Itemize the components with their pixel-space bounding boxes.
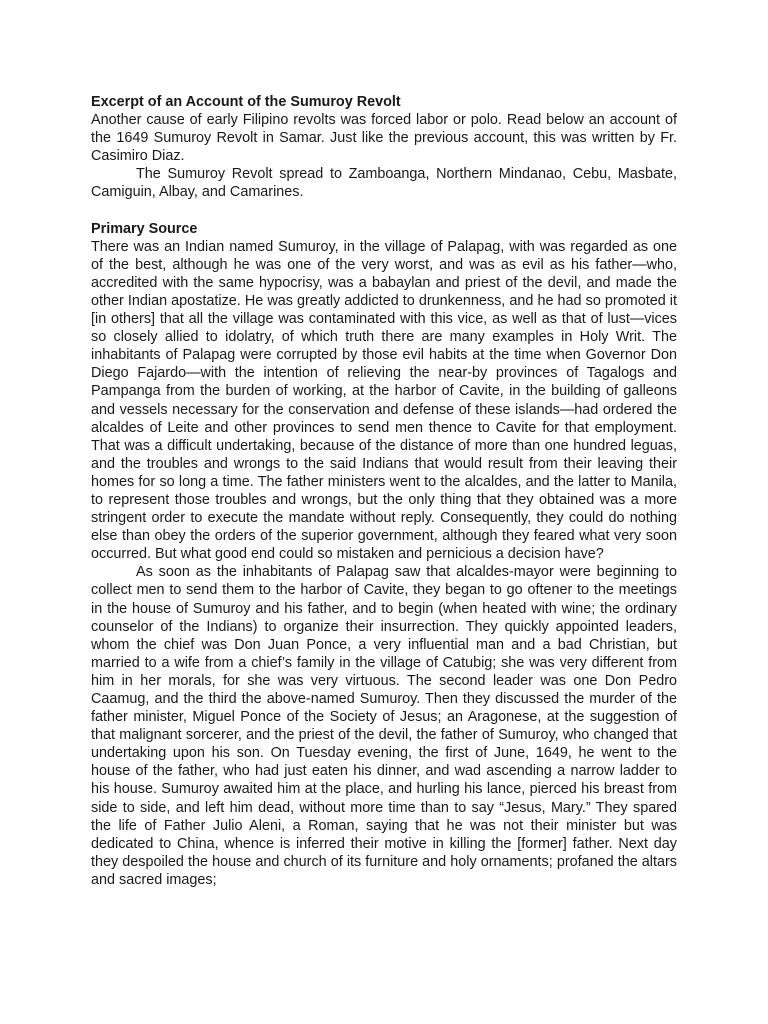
section-heading-primary-source: Primary Source xyxy=(91,220,198,237)
primary-source-paragraph-2: As soon as the inhabitants of Palapag saw that alcaldes-mayor were beginning to collect men to send them to the harbor of Cavite, they began to go oftener to the meetings in the house of Sumuroy and his father, and to begin (when heated with wine; the ordinary counselor of the Indians) to organize their insurrection. They quickly appointed leaders, whom the chief was Don Juan Ponce, a very influential man and a bad Christian, but married to a wife from a chief’s family in the village of Catubig; she was very different from him in her morals, for she was very virtuous. The second leader was one Don Pedro Caamug, and the third the above-named Sumuroy. Then they discussed the murder of the father minister, Miguel Ponce of the Society of Jesus; an Aragonese, at the suggestion of that malignant sorcerer, and the priest of the devil, the father of Sumuroy, who changed that undertaking upon his son. On Tuesday evening, the first of June, 1649, he went to the house of the father, who had just eaten his dinner, and wad ascending a narrow ladder to his house. Sumuroy awaited him at the place, and hurling his lance, pierced his breast from side to side, and left him dead, without more time than to say “Jesus, Mary.” They spared the life of Father Julio Aleni, a Roman, saying that he was not their minister but was dedicated to China, whence is inferred their motive in killing the [former] father. Next day they despoiled the house and church of its furniture and holy ornaments; profaned the altars and sacred images; xyxy=(91,564,677,888)
intro-paragraph: Another cause of early Filipino revolts was forced labor or polo. Read below an account of the 1649 Sumuroy Revolt in Samar. Just like the previous account, this was written by Fr. Casimiro Diaz. xyxy=(91,112,677,165)
section-heading-sumuroy-revolt: Excerpt of an Account of the Sumuroy Revolt xyxy=(91,94,401,110)
primary-source-paragraph-1: There was an Indian named Sumuroy, in the village of Palapag, with was regarded as one of the best, although he was one of the very worst, and was as evil as his father—who, accredited with the same hypocrisy, was a babaylan and priest of the devil, and made the other Indian apostatize. He was greatly addicted to drunkenness, and he had so promoted it [in others] that all the village was contaminated with this vice, as well as that of lust—vices so closely allied to idolatry, of which truth there are many examples in Holy Writ. The inhabitants of Palapag were corrupted by those evil habits at the time when Governor Don Diego Fajardo—with the intention of relieving the near-by provinces of Tagalogs and Pampanga from the burden of working, at the harbor of Cavite, in the building of galleons and vessels necessary for the conservation and defense of these islands—had ordered the alcaldes of Leite and other provinces to send men thence to Cavite for that employment. That was a difficult undertaking, because of the distance of more than one hundred leguas, and the troubles and wrongs to the said Indians that would result from their leaving their homes for so long a time. The father ministers went to the alcaldes, and the latter to Manila, to represent those troubles and wrongs, but the only thing that they obtained was a more stringent order to execute the mandate without reply. Consequently, they could do nothing else than obey the orders of the superior government, although they feared what very soon occurred. But what good end could so mistaken and pernicious a decision have? xyxy=(91,238,677,563)
spread-paragraph: The Sumuroy Revolt spread to Zamboanga, Northern Mindanao, Cebu, Masbate, Camiguin, Albay, and Camarines. xyxy=(91,166,677,201)
document-page xyxy=(91,93,677,889)
section-spacer xyxy=(91,202,677,220)
